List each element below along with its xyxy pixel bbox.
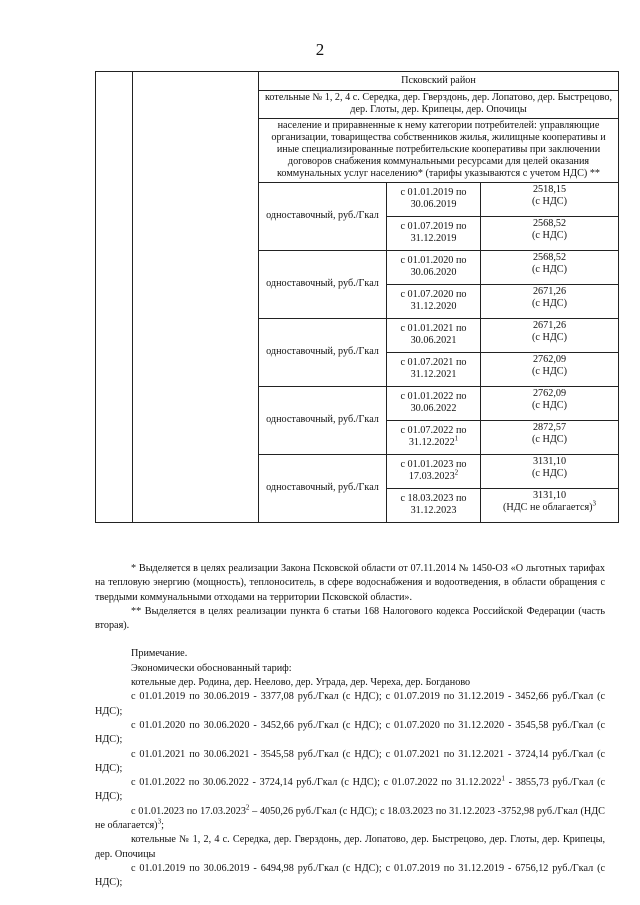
note-line-2020: с 01.01.2020 по 30.06.2020 - 3452,66 руб./Гкал (с НДС); с 01.07.2020 по 31.12.2020 - 3545,58 руб./Гкал (с НДС);: [95, 719, 605, 746]
note-line-2022: с 01.01.2022 по 30.06.2022 - 3724,14 руб./Гкал (с НДС); с 01.07.2022 по 31.12.2022$^1$ - 3855,73 руб./Гкал (с НДС);: [95, 774, 606, 803]
price-value: 2762,09: [532, 387, 567, 399]
page-number: 2: [315, 40, 325, 59]
note-subtitle: Экономически обоснованный тариф:: [131, 662, 292, 674]
period-cell: с 01.07.2021 по 31.12.2021: [387, 352, 481, 386]
price-value: 2671,26: [532, 319, 567, 331]
empty-cell-left-2: [133, 72, 259, 523]
price-value: 2762,09: [532, 353, 567, 365]
price-cell: [481, 284, 619, 318]
price-cell: [481, 454, 619, 488]
price-cell: [481, 352, 619, 386]
price-cell: [481, 386, 619, 420]
vat-label: (с НДС): [532, 433, 567, 445]
period-cell: с 01.01.2023 по 17.03.2023$^2$: [387, 454, 481, 488]
price-cell: [481, 182, 619, 216]
period-cell: с 01.01.2021 по 30.06.2021: [387, 318, 481, 352]
period-cell: с 01.07.2019 по 31.12.2019: [387, 216, 481, 250]
price-value: 2518,15: [532, 183, 567, 195]
period-cell: с 01.01.2020 по 30.06.2020: [387, 250, 481, 284]
price-cell: [481, 488, 619, 522]
price-cell: [481, 318, 619, 352]
price-value: 3131,10: [532, 455, 567, 467]
price-value: 2568,52: [532, 251, 567, 263]
period-cell: с 01.07.2022 по 31.12.2022$^1$: [387, 420, 481, 454]
district-cell: Псковский район: [259, 72, 619, 91]
price-cell: [481, 216, 619, 250]
price-value: 2568,52: [532, 217, 567, 229]
period-cell: с 01.01.2022 по 30.06.2022: [387, 386, 481, 420]
tariff-type-cell: одноставочный, руб./Гкал: [259, 318, 387, 386]
price-value: 3131,10: [532, 489, 567, 501]
tariff-type-cell: одноставочный, руб./Гкал: [259, 182, 387, 250]
tariff-table: [95, 71, 619, 523]
period-cell: с 18.03.2023 по 31.12.2023: [387, 488, 481, 522]
vat-label: (с НДС): [532, 331, 567, 343]
notes-section: [95, 562, 605, 891]
vat-label: (НДС не облагается)$^3$: [502, 499, 597, 513]
note-group2-line-2019: с 01.01.2019 по 30.06.2019 - 6494,98 руб./Гкал (с НДС); с 01.07.2019 по 31.12.2019 - 6756,12 руб./Гкал (с НДС);: [95, 862, 605, 889]
tariff-type-cell: одноставочный, руб./Гкал: [259, 250, 387, 318]
note-group1-title: котельные дер. Родина, дер. Неелово, дер. Уграда, дер. Череха, дер. Богданово: [131, 677, 471, 689]
vat-label: (с НДС): [532, 297, 567, 309]
period-cell: с 01.01.2019 по 30.06.2019: [387, 182, 481, 216]
empty-cell-left: [96, 72, 133, 523]
vat-label: (с НДС): [532, 195, 567, 207]
vat-label: (с НДС): [532, 263, 567, 275]
consumers-cell: население и приравненные к нему категории потребителей: управляющие организации, товарищества собственников жилья, жилищные кооперативы и иные специализированные потребительские кооперативы при заключении договоров снабжения коммунальными ресурсами для целей оказания коммунальных услуг населению* (тарифы указываются с учетом НДС) **: [259, 118, 619, 182]
tariff-type-cell: одноставочный, руб./Гкал: [259, 386, 387, 454]
note-group2-title: котельные № 1, 2, 4 с. Середка, дер. Гверздонь, дер. Лопатово, дер. Быстрецово, дер. Глоты, дер. Крипецы, дер. Опочицы: [95, 834, 605, 860]
boilers-cell: котельные № 1, 2, 4 с. Середка, дер. Гверздонь, дер. Лопатово, дер. Быстрецово, дер. Глоты, дер. Крипецы, дер. Опочицы: [259, 91, 619, 118]
price-value: 2872,57: [532, 421, 567, 433]
price-value: 2671,26: [532, 285, 567, 297]
tariff-type-cell: одноставочный, руб./Гкал: [259, 454, 387, 522]
vat-label: (с НДС): [532, 467, 567, 479]
note-line-2023: с 01.01.2023 по 17.03.2023$^2$ – 4050,26 руб./Гкал (с НДС); с 18.03.2023 по 31.12.2023 -3752,98 руб./Гкал (НДС не облагается)$^3$;: [95, 803, 605, 832]
vat-label: (с НДС): [532, 229, 567, 241]
footnote-star1: * Выделяется в целях реализации Закона Псковской области от 07.11.2014 № 1450-ОЗ «О льготных тарифах на тепловую энергию (мощность), теплоноситель, в сфере водоснабжения и водоотведения, в области обращения с твердыми коммунальными отходами на территории Псковской области».: [95, 563, 605, 603]
table-row: [96, 72, 619, 91]
price-cell: [481, 420, 619, 454]
note-title: Примечание.: [131, 648, 188, 660]
note-line-2019: с 01.01.2019 по 30.06.2019 - 3377,08 руб./Гкал (с НДС); с 01.07.2019 по 31.12.2019 - 3452,66 руб./Гкал (с НДС);: [95, 691, 605, 717]
price-cell: [481, 250, 619, 284]
period-cell: с 01.07.2020 по 31.12.2020: [387, 284, 481, 318]
note-line-2021: с 01.01.2021 по 30.06.2021 - 3545,58 руб./Гкал (с НДС); с 01.07.2021 по 31.12.2021 - 3724,14 руб./Гкал (с НДС);: [95, 748, 605, 774]
vat-label: (с НДС): [532, 399, 567, 411]
footnote-star2: ** Выделяется в целях реализации пункта 6 статьи 168 Налогового кодекса Российской Федерации (часть вторая).: [95, 605, 605, 632]
vat-label: (с НДС): [532, 365, 567, 377]
